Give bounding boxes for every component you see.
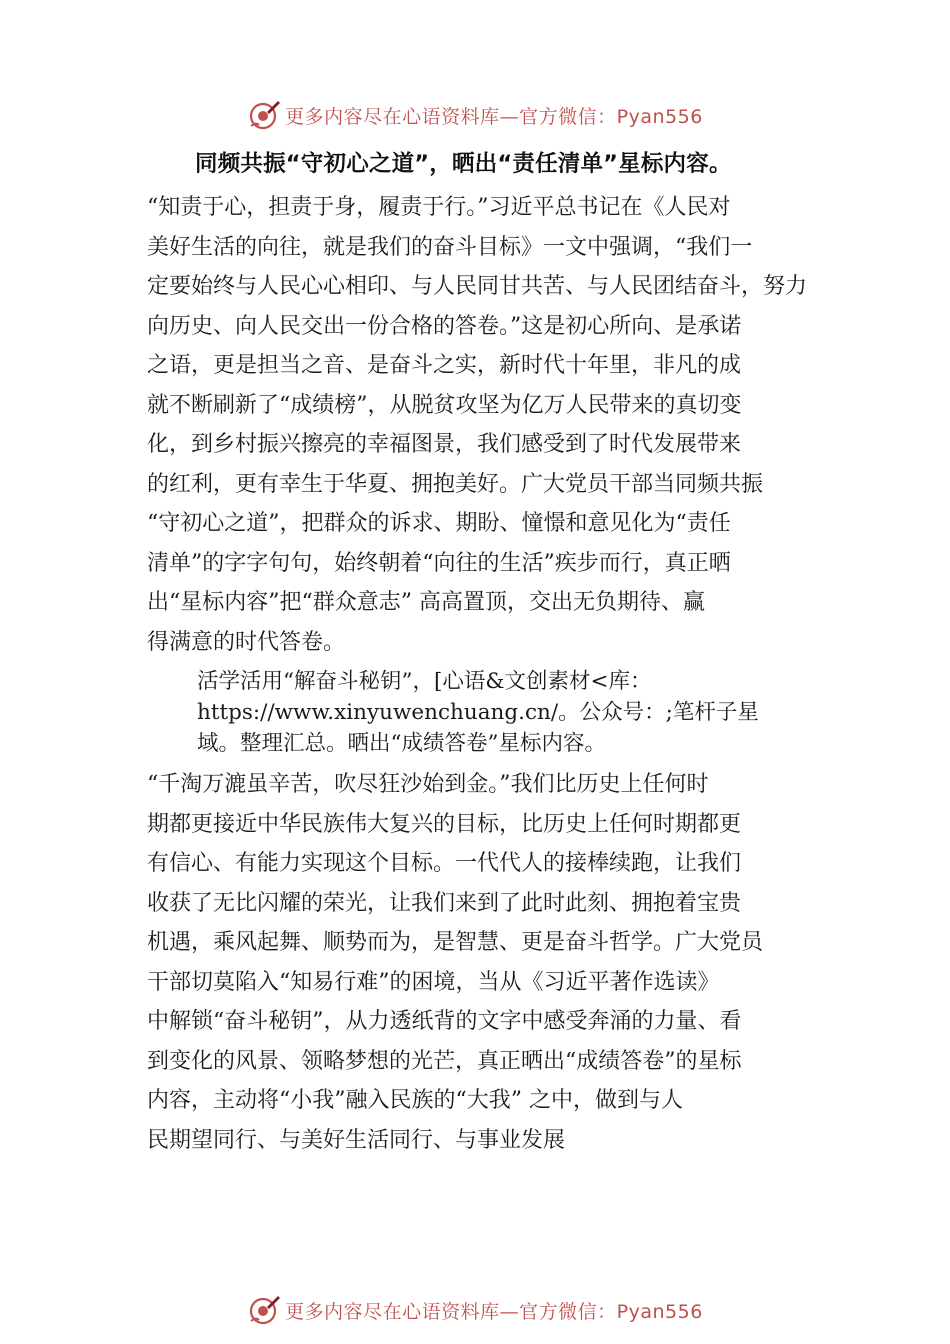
subheading-line: 活学活用“解奋斗秘钥”，[心语&文创素材<库：: [197, 669, 652, 694]
text-line: 出“星标内容”把“群众意志” 高高置顶，交出无负期待、赢: [147, 590, 705, 615]
text-line: 内容，主动将“小我”融入民族的“大我” 之中，做到与人: [147, 1088, 683, 1113]
subheading: [197, 666, 827, 759]
text-line: 机遇，乘风起舞、顺势而为，是智慧、更是奋斗哲学。广大党员: [147, 930, 764, 955]
text-line: 化，到乡村振兴擦亮的幸福图景，我们感受到了时代发展带来: [147, 432, 742, 457]
text-line: 美好生活的向往，就是我们的奋斗目标》一文中强调，“我们一: [147, 234, 753, 260]
brush-logo-icon: [247, 1293, 281, 1327]
text-line: “千淘万漉虽辛苦，吹尽狂沙始到金。”我们比历史上任何时: [147, 772, 709, 797]
text-line: 到变化的风景、领略梦想的光芒，真正晒出“成绩答卷”的星标: [147, 1048, 742, 1074]
brush-logo-icon: [247, 98, 281, 132]
text-line: 清单”的字字句句，始终朝着“向往的生活”疾步而行，真正晒: [147, 550, 731, 576]
watermark-banner-bottom: [0, 1290, 950, 1330]
subheading-line: 域。整理汇总。晒出“成绩答卷”星标内容。: [197, 731, 606, 756]
watermark-banner-top: [0, 95, 950, 135]
text-line: 之语，更是担当之音、是奋斗之实，新时代十年里，非凡的成: [147, 353, 742, 378]
section-heading: 同频共振“守初心之道”，晒出“责任清单”星标内容。: [195, 151, 732, 177]
paragraph-1: [147, 188, 822, 662]
text-line: 中解锁“奋斗秘钥”，从力透纸背的文字中感受奔涌的力量、看: [147, 1009, 742, 1034]
text-line: 向历史、向人民交出一份合格的答卷。”这是初心所向、是承诺: [147, 313, 742, 339]
text-line: 民期望同行、与美好生活同行、与事业发展: [147, 1127, 566, 1153]
wechat-id: Pyan556: [616, 105, 703, 128]
subheading-line: https://www.xinyuwenchuang.cn/。公众号：;笔杆子星: [197, 700, 759, 725]
text-line: 的红利，更有幸生于华夏、拥抱美好。广大党员干部当同频共振: [147, 471, 764, 497]
text-line: 定要始终与人民心心相印、与人民同甘共苦、与人民团结奋斗，努力: [147, 274, 808, 299]
text-line: “守初心之道”，把群众的诉求、期盼、憧憬和意见化为“责任: [147, 511, 731, 536]
text-line: 得满意的时代答卷。: [147, 629, 346, 655]
wechat-id: Pyan556: [616, 1300, 703, 1323]
text-line: 期都更接近中华民族伟大复兴的目标，比历史上任何时期都更: [147, 811, 742, 837]
text-line: 就不断刷新了“成绩榜”，从脱贫攻坚为亿万人民带来的真切变: [147, 392, 742, 418]
paragraph-2: [147, 765, 822, 1160]
text-line: “知责于心，担责于身，履责于行。”习近平总书记在《人民对: [147, 195, 731, 220]
text-line: 收获了无比闪耀的荣光，让我们来到了此时此刻、拥抱着宝贵: [147, 890, 742, 916]
text-line: 有信心、有能力实现这个目标。一代代人的接棒续跑，让我们: [147, 851, 742, 876]
text-line: 干部切莫陷入“知易行难”的困境，当从《习近平著作选读》: [147, 969, 720, 995]
watermark-text: 更多内容尽在心语资料库—官方微信：Pyan556: [285, 1300, 703, 1323]
watermark-text: 更多内容尽在心语资料库—官方微信：Pyan556: [285, 105, 703, 128]
